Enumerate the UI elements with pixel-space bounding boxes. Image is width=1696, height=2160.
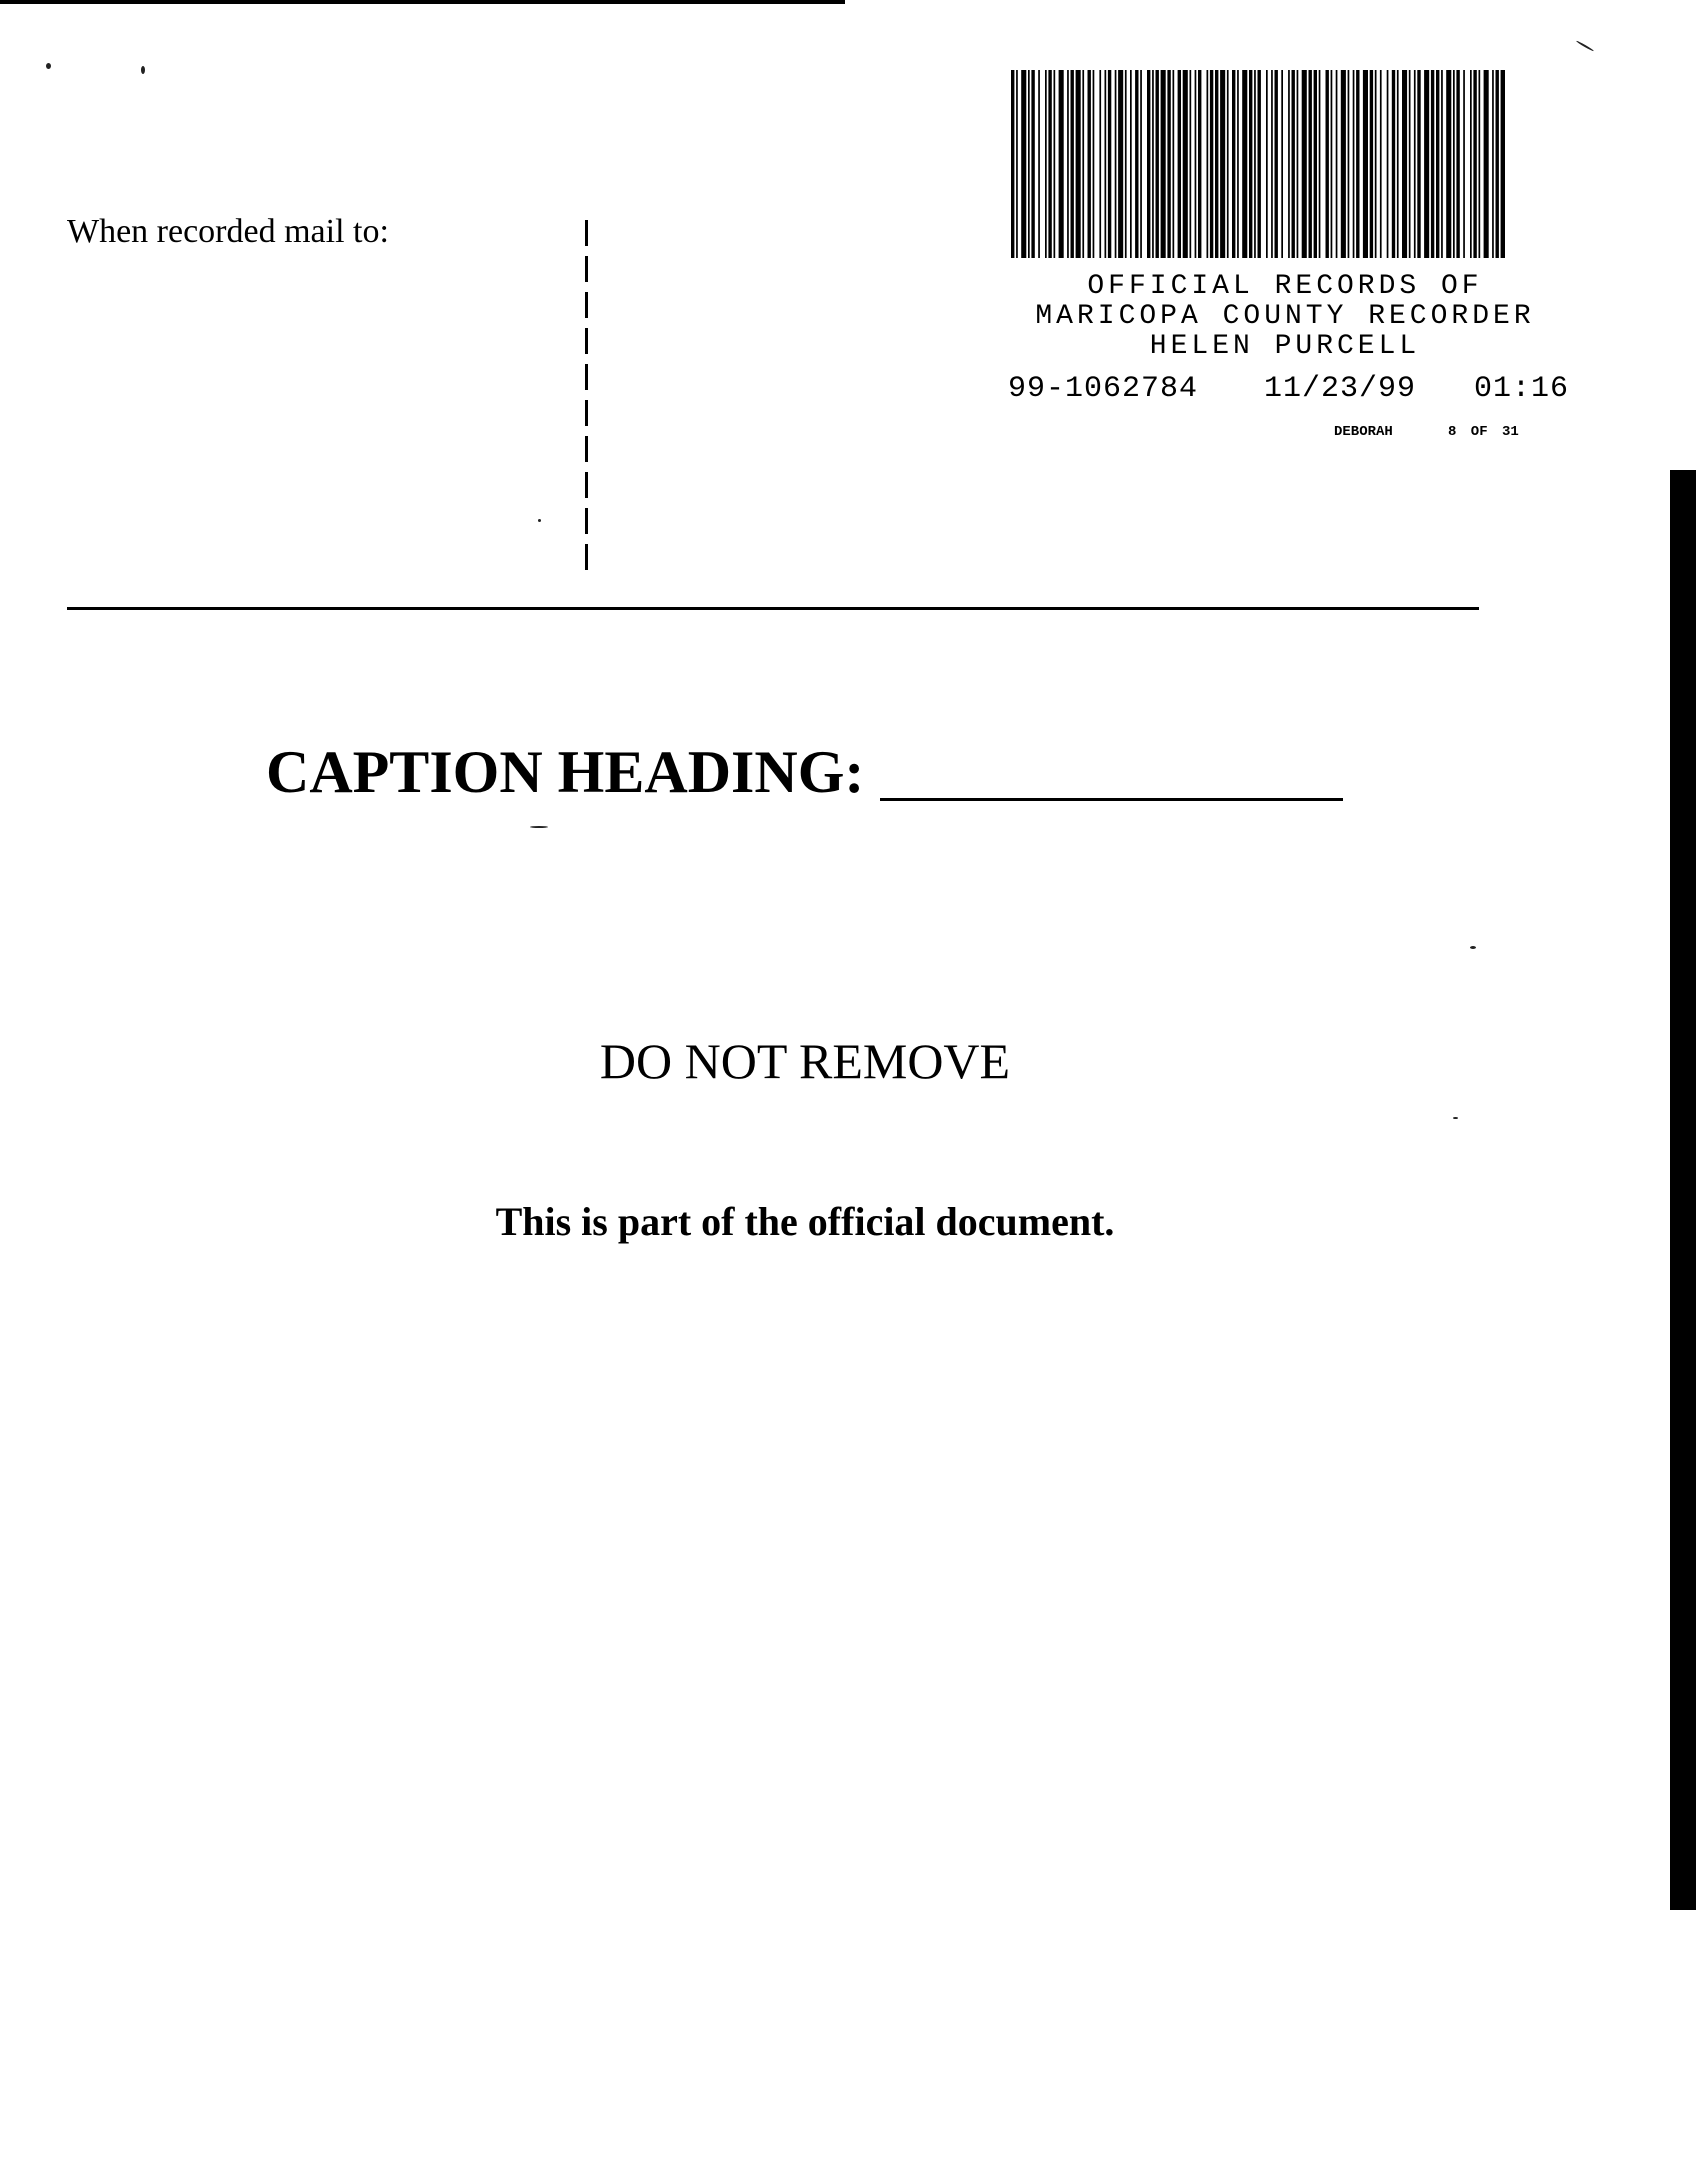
scan-speck	[530, 826, 548, 828]
barcode-bar	[1436, 70, 1439, 258]
barcode-bar	[1140, 70, 1142, 258]
barcode-bar	[1314, 70, 1317, 258]
barcode-bar	[1501, 70, 1505, 258]
barcode-bar	[1380, 70, 1382, 258]
barcode-bar	[1028, 70, 1030, 258]
recording-time: 01:16	[1474, 372, 1570, 406]
barcode-bar	[1492, 70, 1494, 258]
barcode-bar	[1446, 70, 1451, 258]
barcode-bar	[1397, 70, 1399, 258]
barcode-bar	[1453, 70, 1455, 258]
barcode-bar	[1402, 70, 1407, 258]
mail-to-label: When recorded mail to:	[67, 213, 389, 250]
barcode-bar	[1356, 70, 1359, 258]
barcode-bar	[1232, 70, 1235, 258]
barcode-bar	[1392, 70, 1395, 258]
barcode-bar	[1178, 70, 1181, 258]
barcode-bar	[1331, 70, 1333, 258]
barcode-bar	[1484, 70, 1489, 258]
recorder-heading	[1000, 272, 1570, 362]
barcode-bar	[1011, 70, 1014, 258]
barcode-bar	[1038, 70, 1040, 258]
barcode-bar	[1249, 70, 1252, 258]
barcode	[1011, 70, 1505, 258]
barcode-bar	[1463, 70, 1465, 258]
barcode-bar	[1161, 70, 1166, 258]
barcode-bar	[1496, 70, 1499, 258]
barcode-bar	[1353, 70, 1355, 258]
barcode-bar	[1431, 70, 1434, 258]
barcode-bar	[1242, 70, 1247, 258]
scan-right-edge	[1670, 470, 1696, 1910]
barcode-bar	[1336, 70, 1338, 258]
barcode-bar	[1016, 70, 1018, 258]
barcode-bar	[1292, 70, 1295, 258]
barcode-bar	[1088, 70, 1091, 258]
barcode-bar	[1227, 70, 1229, 258]
header-rule	[67, 607, 1479, 610]
barcode-bar	[1387, 70, 1389, 258]
scan-speck	[46, 63, 51, 69]
barcode-bar	[1417, 70, 1420, 258]
barcode-bar	[1147, 70, 1150, 258]
scan-speck	[1453, 1117, 1458, 1119]
barcode-bar	[1375, 70, 1377, 258]
barcode-bar	[1031, 70, 1034, 258]
barcode-bar	[1271, 70, 1273, 258]
barcode-bar	[1441, 70, 1443, 258]
barcode-bar	[1108, 70, 1111, 258]
barcode-bar	[1266, 70, 1268, 258]
clerk-name: DEBORAH	[1334, 424, 1393, 440]
barcode-bar	[1130, 70, 1132, 258]
recording-date: 11/23/99	[1264, 372, 1417, 406]
barcode-bar	[1363, 70, 1368, 258]
scan-top-edge	[0, 0, 845, 4]
barcode-bar	[1348, 70, 1350, 258]
scan-speck	[141, 66, 145, 74]
barcode-bar	[1093, 70, 1095, 258]
barcode-bar	[1319, 70, 1321, 258]
caption-heading: CAPTION HEADING:	[266, 739, 865, 805]
barcode-bar	[1195, 70, 1197, 258]
do-not-remove-notice: DO NOT REMOVE	[599, 1033, 1011, 1089]
barcode-bar	[1076, 70, 1081, 258]
barcode-bar	[1198, 70, 1201, 258]
recorder-line-2: MARICOPA COUNTY RECORDER	[1035, 301, 1535, 332]
barcode-bar	[1275, 70, 1278, 258]
official-document-note: This is part of the official document.	[495, 1199, 1115, 1244]
barcode-bar	[1237, 70, 1239, 258]
document-number: 99-1062784	[1008, 372, 1199, 406]
barcode-bar	[1125, 70, 1127, 258]
barcode-bar	[1173, 70, 1175, 258]
barcode-bar	[1152, 70, 1154, 258]
barcode-bar	[1281, 70, 1283, 258]
barcode-bar	[1424, 70, 1429, 258]
barcode-bar	[1099, 70, 1101, 258]
scan-speck	[1470, 946, 1476, 949]
barcode-bar	[1167, 70, 1170, 258]
barcode-bar	[1409, 70, 1411, 258]
barcode-bar	[1190, 70, 1192, 258]
barcode-bar	[1071, 70, 1074, 258]
barcode-bar	[1288, 70, 1290, 258]
barcode-bar	[1207, 70, 1209, 258]
barcode-bar	[1115, 70, 1117, 258]
barcode-bar	[1341, 70, 1346, 258]
barcode-bar	[1048, 70, 1051, 258]
barcode-bar	[1456, 70, 1459, 258]
barcode-bar	[1370, 70, 1373, 258]
barcode-bar	[1118, 70, 1123, 258]
barcode-bar	[1045, 70, 1047, 258]
barcode-bar	[1210, 70, 1213, 258]
barcode-bar	[1309, 70, 1312, 258]
barcode-bar	[1082, 70, 1084, 258]
barcode-bar	[1220, 70, 1225, 258]
recorder-line-3: HELEN PURCELL	[1149, 331, 1421, 362]
address-box-divider	[585, 220, 588, 575]
barcode-bar	[1021, 70, 1026, 258]
barcode-bar	[1067, 70, 1069, 258]
barcode-bar	[1215, 70, 1218, 258]
barcode-bar	[1297, 70, 1299, 258]
barcode-bar	[1479, 70, 1481, 258]
caption-blank-line	[880, 798, 1343, 801]
barcode-bar	[1183, 70, 1188, 258]
barcode-bar	[1135, 70, 1138, 258]
barcode-bar	[1326, 70, 1329, 258]
barcode-bar	[1054, 70, 1056, 258]
barcode-bar	[1156, 70, 1159, 258]
barcode-bar	[1258, 70, 1261, 258]
scan-speck	[1576, 40, 1594, 52]
recorder-line-1: OFFICIAL RECORDS OF	[1087, 271, 1483, 302]
scan-speck	[538, 519, 541, 522]
barcode-bar	[1470, 70, 1472, 258]
barcode-bar	[1414, 70, 1416, 258]
barcode-bar	[1059, 70, 1064, 258]
barcode-bar	[1473, 70, 1476, 258]
page-count: 8 OF 31	[1448, 424, 1519, 440]
barcode-bar	[1105, 70, 1107, 258]
barcode-bar	[1302, 70, 1307, 258]
barcode-bar	[1254, 70, 1256, 258]
